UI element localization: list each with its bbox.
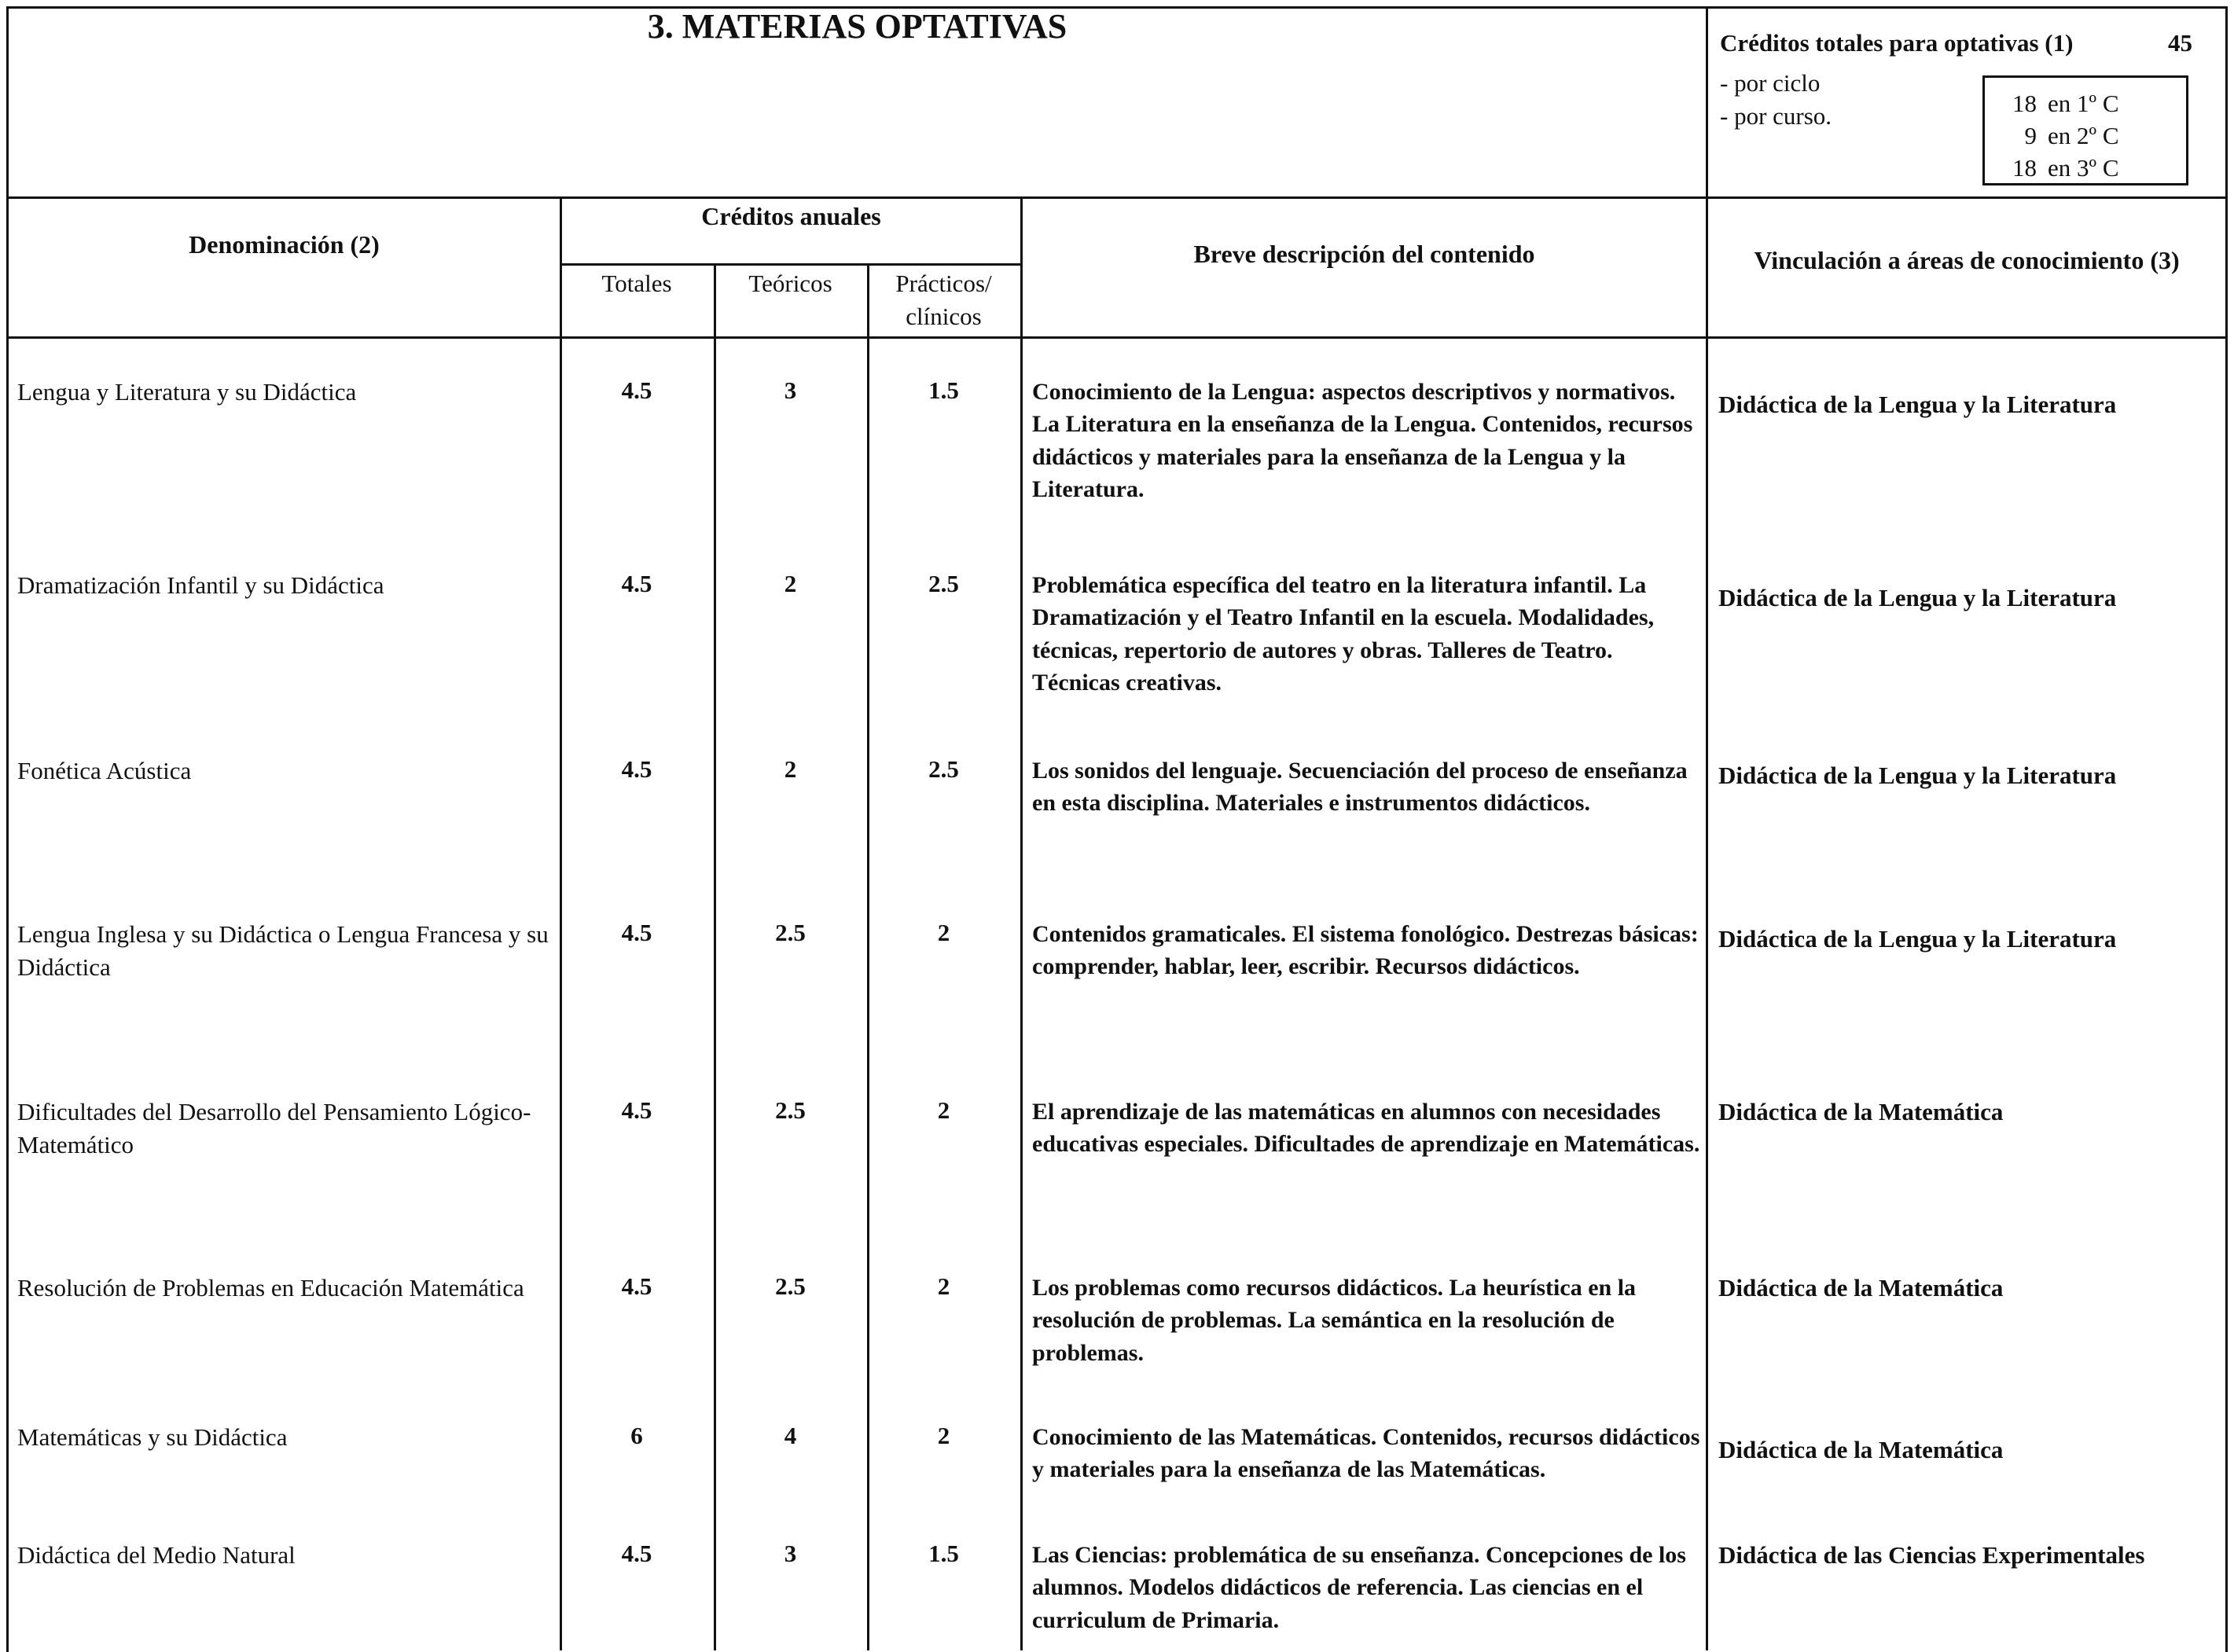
column-header-name: Denominación (2) [189, 230, 380, 259]
credits-totals: 4.5 [621, 919, 652, 946]
column-header-totals: Totales [601, 270, 672, 297]
content-description: Conocimiento de la Lengua: aspectos descriptivos y normativos. La Literatura en la enseñanza de la Lengua. Contenidos, recursos didácticos y materiales para la enseñanza de la Lengua y la Literatura. [1032, 379, 1693, 503]
per-course-label: - por curso. [1720, 102, 1832, 130]
credits-practical: 2 [937, 1096, 950, 1124]
knowledge-area: Didáctica de la Lengua y la Literatura [1718, 391, 2117, 418]
credits-group-underline [560, 263, 1023, 266]
subject-name: Dramatización Infantil y su Didáctica [17, 571, 384, 599]
course-credit-1: 18 en 1º C [2012, 90, 2119, 117]
credits-practical: 1.5 [928, 376, 959, 404]
content-description: Las Ciencias: problemática de su enseñanza. Concepciones de los alumnos. Modelos didácticos de referencia. Las ciencias en el curriculum de Primaria. [1032, 1542, 1686, 1633]
subject-name: Fonética Acústica [17, 757, 192, 784]
content-description: El aprendizaje de las matemáticas en alumnos con necesidades educativas especiales. Dificultades de aprendizaje en Matemáticas. [1032, 1099, 1700, 1158]
content-description: Problemática específica del teatro en la literatura infantil. La Dramatización y el Teatro Infantil en la escuela. Modalidades, técnicas, repertorio de autores y obras. Talleres de Teatro. Técnicas creativas. [1032, 572, 1655, 696]
credits-theoretical: 4 [784, 1422, 797, 1449]
knowledge-area: Didáctica de la Matemática [1718, 1098, 2004, 1125]
content-description: Contenidos gramaticales. El sistema fonológico. Destrezas básicas: comprender, hablar, leer, escribir. Recursos didácticos. [1032, 921, 1699, 980]
title-row-bottom [6, 196, 2228, 199]
credits-totals: 4.5 [621, 1540, 652, 1567]
credits-total-label: Créditos totales para optativas (1) [1720, 29, 2074, 57]
credits-totals: 4.5 [621, 755, 652, 783]
credits-practical: 2 [937, 1272, 950, 1300]
column-divider-description [1706, 196, 1708, 1650]
column-divider-credits [1020, 196, 1023, 1650]
knowledge-area: Didáctica de la Matemática [1718, 1274, 2004, 1301]
column-header-bottom [6, 336, 2228, 339]
credits-total-value: 45 [2168, 29, 2192, 57]
subject-name: Dificultades del Desarrollo del Pensamiento Lógico-Matemático [17, 1098, 531, 1158]
credits-practical: 2 [937, 919, 950, 946]
credits-theoretical: 2.5 [775, 1272, 806, 1300]
subject-name: Didáctica del Medio Natural [17, 1541, 296, 1569]
subject-name: Resolución de Problemas en Educación Matemática [17, 1274, 524, 1301]
knowledge-area: Didáctica de la Matemática [1718, 1436, 2004, 1463]
table-border-right [2225, 6, 2228, 1652]
credits-practical: 2.5 [928, 755, 959, 783]
course-credit-2: 9 en 2º C [2024, 122, 2119, 149]
subject-name: Matemáticas y su Didáctica [17, 1423, 288, 1451]
credits-theoretical: 2.5 [775, 1096, 806, 1124]
credits-practical: 2 [937, 1422, 950, 1449]
knowledge-area: Didáctica de la Lengua y la Literatura [1718, 925, 2117, 953]
knowledge-area: Didáctica de las Ciencias Experimentales [1718, 1541, 2145, 1569]
column-header-practical-2: clínicos [906, 303, 982, 330]
credits-practical: 1.5 [928, 1540, 959, 1567]
course-credit-3: 18 en 3º C [2012, 154, 2119, 182]
credits-practical: 2.5 [928, 570, 959, 597]
per-cycle-label: - por ciclo [1720, 69, 1821, 97]
column-header-description: Breve descripción del contenido [1193, 240, 1535, 268]
credits-theoretical: 2.5 [775, 919, 806, 946]
column-header-theoretical: Teóricos [748, 270, 832, 297]
content-description: Conocimiento de las Matemáticas. Contenidos, recursos didácticos y materiales para la enseñanza de las Matemáticas. [1032, 1424, 1700, 1483]
knowledge-area: Didáctica de la Lengua y la Literatura [1718, 762, 2117, 789]
subject-name: Lengua Inglesa y su Didáctica o Lengua Francesa y su Didáctica [17, 920, 549, 981]
credits-theoretical: 2 [784, 570, 797, 597]
subject-name: Lengua y Literatura y su Didáctica [17, 378, 357, 406]
credits-totals: 4.5 [621, 1272, 652, 1300]
column-header-practical-1: Prácticos/ [895, 270, 992, 297]
column-header-area: Vinculación a áreas de conocimiento (3) [1754, 246, 2180, 274]
credits-totals: 4.5 [621, 1096, 652, 1124]
credits-totals: 4.5 [621, 376, 652, 404]
credits-theoretical: 3 [784, 1540, 797, 1567]
content-description: Los problemas como recursos didácticos. La heurística en la resolución de problemas. La semántica en la resolución de problemas. [1032, 1275, 1637, 1366]
content-description: Los sonidos del lenguaje. Secuenciación del proceso de enseñanza en esta disciplina. Materiales e instrumentos didácticos. [1032, 758, 1688, 817]
credits-theoretical: 2 [784, 755, 797, 783]
credits-totals: 4.5 [621, 570, 652, 597]
credits-theoretical: 3 [784, 376, 797, 404]
knowledge-area: Didáctica de la Lengua y la Literatura [1718, 584, 2117, 611]
page-title: 3. MATERIAS OPTATIVAS [647, 7, 1067, 46]
course-credits-box [1982, 75, 2188, 185]
credits-totals: 6 [630, 1422, 643, 1449]
column-header-credits-group: Créditos anuales [701, 202, 881, 230]
